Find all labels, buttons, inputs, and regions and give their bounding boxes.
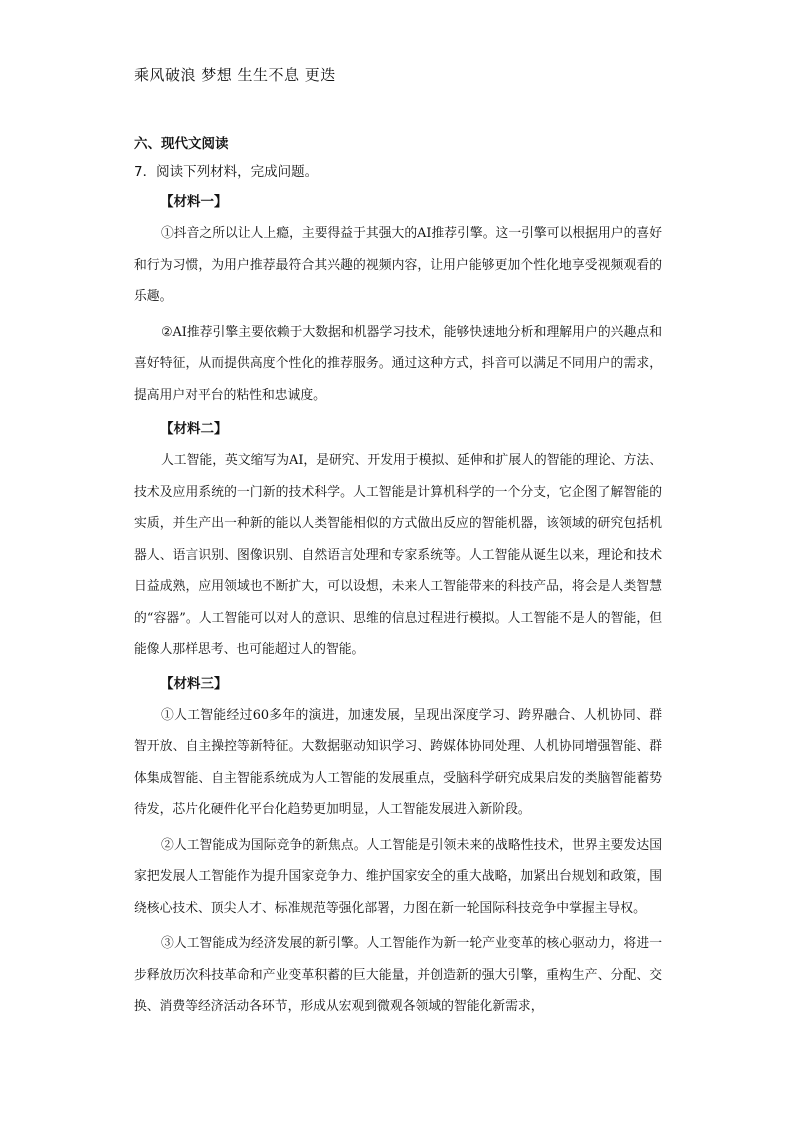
- material-1-paragraph-1: ①抖音之所以让人上瘾，主要得益于其强大的AI推荐引擎。这一引擎可以根据用户的喜好和行为习惯，为用户推荐最符合其兴趣的视频内容，让用户能够更加个性化地享受视频观看的乐趣。: [134, 226, 662, 304]
- reading-materials: [134, 186, 662, 1027]
- material-1-heading: 【材料一】: [160, 194, 228, 210]
- material-1-paragraph-2: ②AI推荐引擎主要依赖于大数据和机器学习技术，能够快速地分析和理解用户的兴趣点和喜好特征，从而提供高度个性化的推荐服务。通过这种方式，抖音可以满足不同用户的需求，提高用户对平台的粘性和忠诚度。: [134, 324, 662, 403]
- section-title: 六、现代文阅读: [134, 136, 229, 152]
- header-slogan: 乘风破浪 梦想 生生不息 更迭: [134, 66, 336, 84]
- material-3-paragraph-3: ③人工智能成为经济发展的新引擎。人工智能作为新一轮产业变革的核心驱动力，将进一步释放历次科技革命和产业变革积蓄的巨大能量，并创造新的强大引擎，重构生产、分配、交换、消费等经济活动各环节，形成从宏观到微观各领域的智能化新需求，: [134, 936, 662, 1014]
- material-2-paragraph-1: 人工智能，英文缩写为AI，是研究、开发用于模拟、延伸和扩展人的智能的理论、方法、技术及应用系统的一门新的技术科学。人工智能是计算机科学的一个分支，它企图了解智能的实质，并生产出一种新的能以人类智能相似的方式做出反应的智能机器，该领域的研究包括机器人、语言识别、图像识别、自然语言处理和专家系统等。人工智能从诞生以来，理论和技术日益成熟，应用领域也不断扩大，可以设想，未来人工智能带来的科技产品，将会是人类智慧的“容器”。人工智能可以对人的意识、思维的信息过程进行模拟。人工智能不是人的智能，但能像人那样思考、也可能超过人的智能。: [134, 453, 662, 657]
- question-prompt: 7．阅读下列材料，完成问题。: [134, 164, 319, 180]
- material-3-heading: 【材料三】: [160, 675, 228, 692]
- material-2-heading: 【材料二】: [160, 421, 228, 437]
- material-3-paragraph-2: ②人工智能成为国际竞争的新焦点。人工智能是引领未来的战略性技术，世界主要发达国家把发展人工智能作为提升国家竞争力、维护国家安全的重大战略，加紧出台规划和政策，围绕核心技术、顶尖人才、标准规范等强化部署，力图在新一轮国际科技竞争中掌握主导权。: [134, 837, 662, 916]
- material-3-paragraph-1: ①人工智能经过60多年的演进，加速发展，呈现出深度学习、跨界融合、人机协同、群智开放、自主操控等新特征。大数据驱动知识学习、跨媒体协同处理、人机协同增强智能、群体集成智能、自主智能系统成为人工智能的发展重点，受脑科学研究成果启发的类脑智能蓄势待发，芯片化硬件化平台化趋势更加明显，人工智能发展进入新阶段。: [134, 707, 662, 817]
